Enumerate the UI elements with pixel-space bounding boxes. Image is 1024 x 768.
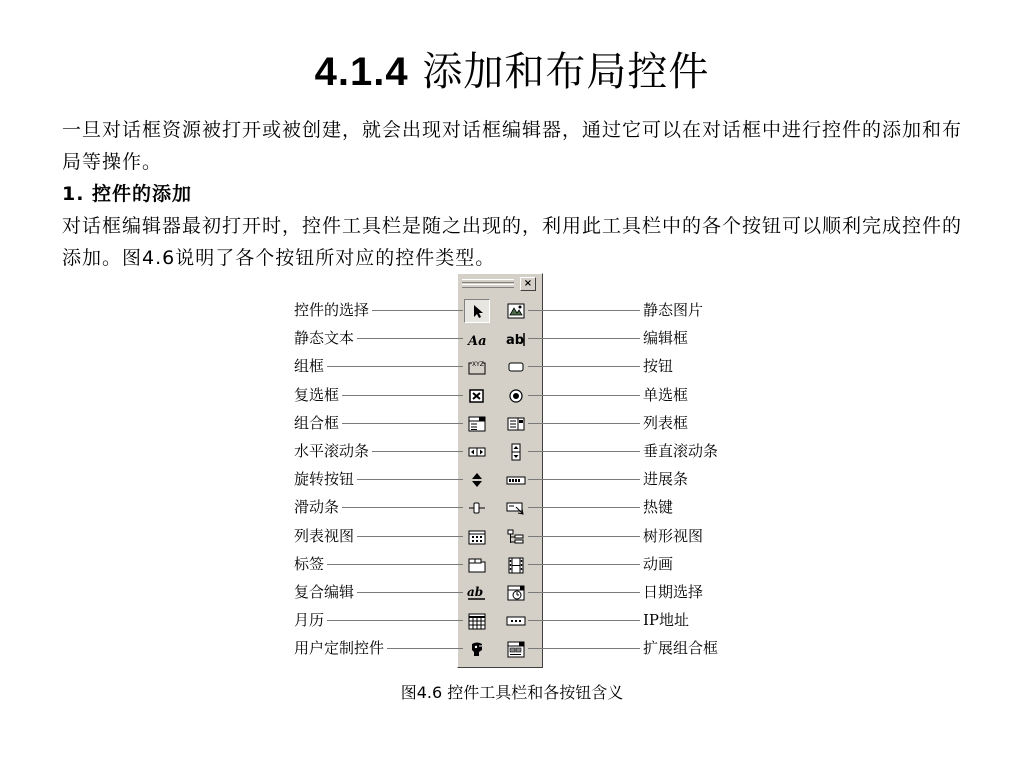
label-hotkey: 热键 <box>640 498 673 516</box>
list-box-icon[interactable] <box>503 412 529 436</box>
leader-line <box>528 366 642 367</box>
hotkey-icon[interactable] <box>503 496 529 520</box>
hscroll-icon[interactable] <box>464 440 490 464</box>
list-view-icon[interactable] <box>464 525 490 549</box>
label-hscroll: 水平滚动条 <box>294 442 372 460</box>
svg-text:Aa: Aa <box>468 334 487 349</box>
leader-line <box>528 507 642 508</box>
label-list-view: 列表视图 <box>294 527 357 545</box>
rich-edit-icon[interactable] <box>464 581 490 605</box>
label-month-calendar: 月历 <box>294 611 327 629</box>
controls-toolbox <box>457 273 543 668</box>
description-paragraph: 对话框编辑器最初打开时，控件工具栏是随之出现的，利用此工具栏中的各个按钮可以顺利完成控件的添加。图4.6说明了各个按钮所对应的控件类型。 <box>62 215 963 269</box>
extended-combo-icon[interactable] <box>503 637 529 661</box>
label-custom-control: 用户定制控件 <box>294 639 387 657</box>
animate-icon[interactable] <box>503 553 529 577</box>
svg-text:ab: ab <box>467 585 484 599</box>
close-icon[interactable]: × <box>520 277 536 291</box>
checkbox-icon[interactable] <box>464 384 490 408</box>
label-tab: 标签 <box>294 555 327 573</box>
label-date-picker: 日期选择 <box>640 583 703 601</box>
label-static-text: 静态文本 <box>294 329 357 347</box>
leader-line <box>528 451 642 452</box>
label-animate: 动画 <box>640 555 673 573</box>
leader-line <box>528 338 642 339</box>
label-progress: 进展条 <box>640 470 688 488</box>
combo-box-icon[interactable] <box>464 412 490 436</box>
tab-icon[interactable] <box>464 553 490 577</box>
svg-text:XYZ: XYZ <box>472 361 484 369</box>
figure-caption: 图4.6 控件工具栏和各按钮含义 <box>400 683 624 702</box>
label-extended-combo: 扩展组合框 <box>640 639 718 657</box>
label-ip-address: IP地址 <box>640 611 689 629</box>
toolbar-grip[interactable] <box>462 279 514 283</box>
radio-icon[interactable] <box>503 384 529 408</box>
label-combo-box: 组合框 <box>294 414 342 432</box>
label-pointer: 控件的选择 <box>294 301 372 319</box>
leader-line <box>528 310 642 311</box>
picture-icon[interactable] <box>503 299 529 323</box>
section-heading: 1. 控件的添加 <box>62 183 193 205</box>
leader-line <box>528 592 642 593</box>
group-box-icon[interactable] <box>464 355 490 379</box>
label-vscroll: 垂直滚动条 <box>640 442 718 460</box>
label-spin: 旋转按钮 <box>294 470 357 488</box>
label-button: 按钮 <box>640 357 673 375</box>
label-checkbox: 复选框 <box>294 386 342 404</box>
intro-paragraph: 一旦对话框资源被打开或被创建，就会出现对话框编辑器，通过它可以在对话框中进行控件的添加和布局等操作。 <box>62 119 963 173</box>
static-text-icon[interactable] <box>464 327 490 351</box>
label-picture: 静态图片 <box>640 301 703 319</box>
leader-line <box>528 620 642 621</box>
label-edit-box: 编辑框 <box>640 329 688 347</box>
label-group-box: 组框 <box>294 357 327 375</box>
pointer-icon[interactable] <box>464 299 490 323</box>
label-radio: 单选框 <box>640 386 688 404</box>
leader-line <box>528 648 642 649</box>
spin-icon[interactable] <box>464 468 490 492</box>
tree-view-icon[interactable] <box>503 525 529 549</box>
custom-control-icon[interactable] <box>464 637 490 661</box>
page-title: 4.1.4 添加和布局控件 <box>314 49 710 95</box>
edit-box-icon[interactable] <box>503 327 529 351</box>
vscroll-icon[interactable] <box>503 440 529 464</box>
month-calendar-icon[interactable] <box>464 609 490 633</box>
label-tree-view: 树形视图 <box>640 527 703 545</box>
leader-line <box>528 395 642 396</box>
label-list-box: 列表框 <box>640 414 688 432</box>
label-rich-edit: 复合编辑 <box>294 583 357 601</box>
date-picker-icon[interactable] <box>503 581 529 605</box>
ip-address-icon[interactable] <box>503 609 529 633</box>
leader-line <box>528 423 642 424</box>
leader-line <box>528 536 642 537</box>
leader-line <box>528 564 642 565</box>
leader-line <box>528 479 642 480</box>
button-icon[interactable] <box>503 355 529 379</box>
svg-text:ab: ab <box>506 333 525 349</box>
progress-icon[interactable] <box>503 468 529 492</box>
slider-icon[interactable] <box>464 496 490 520</box>
label-slider: 滑动条 <box>294 498 342 516</box>
toolbar-grip[interactable] <box>462 284 514 288</box>
